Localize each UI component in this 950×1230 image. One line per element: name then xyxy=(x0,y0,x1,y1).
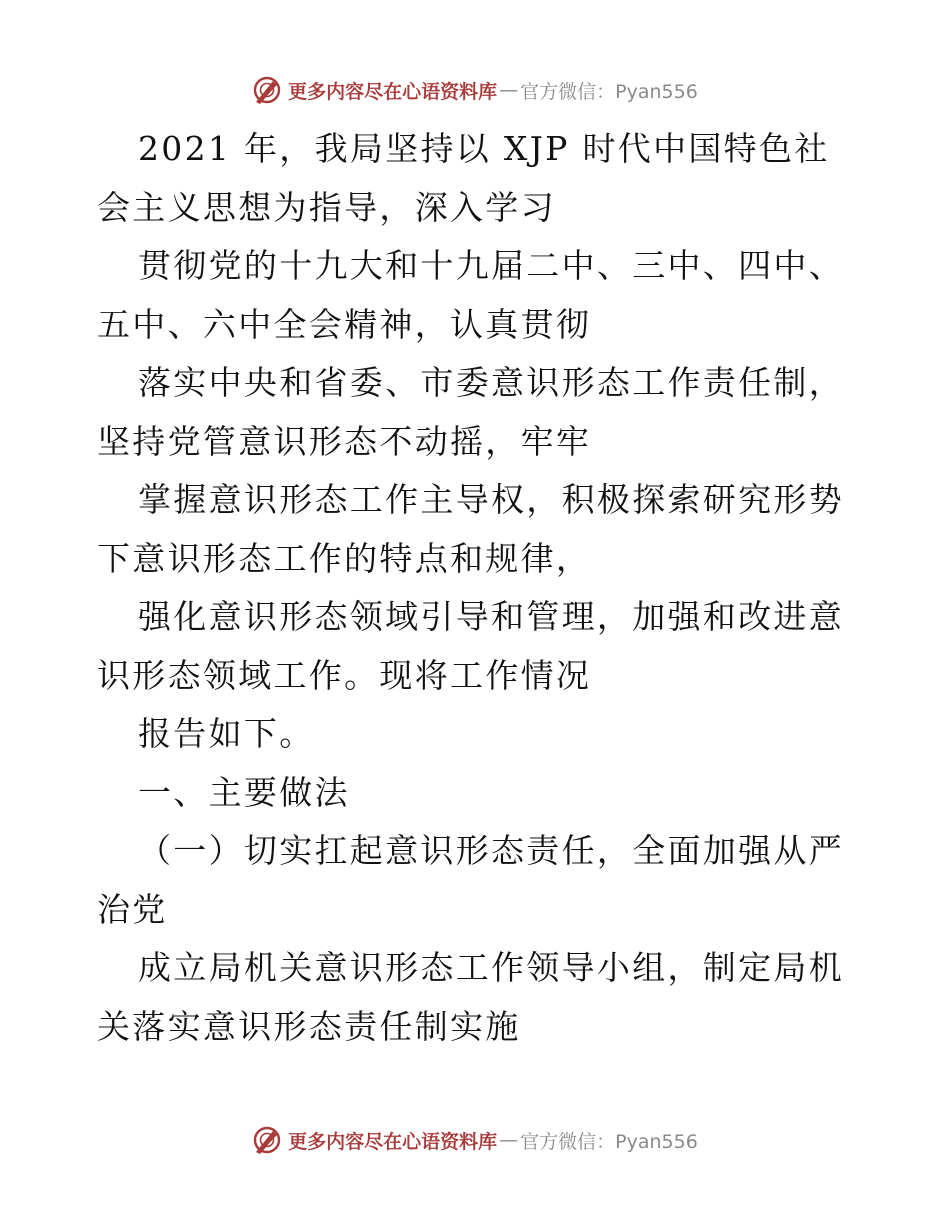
banner-separator: — xyxy=(499,79,519,101)
banner-title: 更多内容尽在心语资料库 xyxy=(288,80,498,103)
paragraph-6: 报告如下。 xyxy=(138,714,315,753)
banner-title: 更多内容尽在心语资料库 xyxy=(288,1130,498,1153)
footer-banner xyxy=(0,1120,950,1160)
paragraph-3: 落实中央和省委、市委意识形态工作责任制，坚持党管意识形态不动摇，牢牢 xyxy=(97,363,844,461)
subsection-heading: （一）切实扛起意识形态责任，全面加强从严治党 xyxy=(97,831,844,929)
section-heading: 一、主要做法 xyxy=(138,772,350,812)
paragraph-4: 掌握意识形态工作主导权，积极探索研究形势下意识形态工作的特点和规律， xyxy=(97,480,844,578)
banner-separator: — xyxy=(499,1129,519,1151)
paragraph-7: 成立局机关意识形态工作领导小组，制定局机关落实意识形态责任制实施 xyxy=(97,948,844,1046)
header-banner xyxy=(0,70,950,110)
paragraph-1: 2021 年，我局坚持以 XJP 时代中国特色社会主义思想为指导，深入学习 xyxy=(97,129,830,227)
pen-logo-icon xyxy=(252,75,282,105)
pen-logo-icon xyxy=(252,1125,282,1155)
banner-contact: 官方微信：Pyan556 xyxy=(520,80,698,103)
paragraph-2: 贯彻党的十九大和十九届二中、三中、四中、五中、六中全会精神，认真贯彻 xyxy=(97,246,844,344)
paragraph-5: 强化意识形态领域引导和管理，加强和改进意识形态领域工作。现将工作情况 xyxy=(97,597,844,695)
banner-contact: 官方微信：Pyan556 xyxy=(520,1130,698,1153)
document-body xyxy=(97,120,857,1056)
